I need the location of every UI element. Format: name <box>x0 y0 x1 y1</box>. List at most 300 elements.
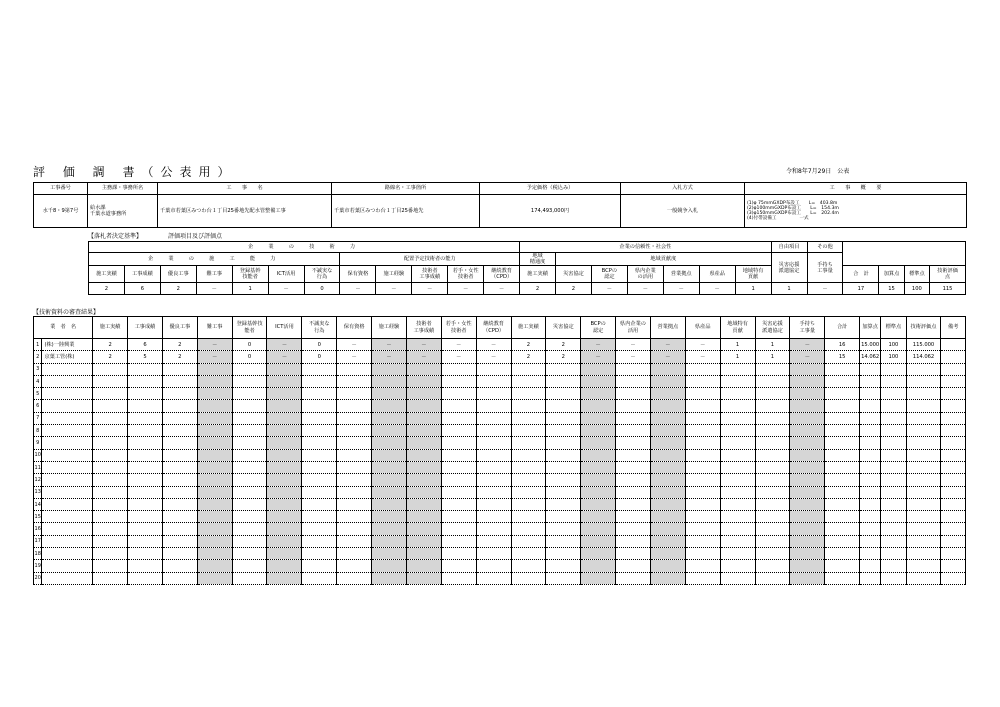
result-cell <box>511 474 546 486</box>
result-cell: 100 <box>881 351 906 363</box>
results-header-item: 営業拠点 <box>650 317 685 339</box>
result-cell <box>302 400 337 412</box>
result-cell: － <box>476 339 511 351</box>
result-cell <box>941 498 966 510</box>
result-cell <box>860 461 881 473</box>
result-cell <box>755 388 790 400</box>
result-cell <box>825 560 860 572</box>
result-cell <box>881 535 906 547</box>
result-cell: － <box>337 351 372 363</box>
result-cell <box>616 375 651 387</box>
result-cell <box>406 523 441 535</box>
result-cell <box>128 437 163 449</box>
result-cell: － <box>406 351 441 363</box>
result-cell <box>581 388 616 400</box>
info-header-4: 予定価格（税込み） <box>480 183 621 195</box>
result-cell <box>546 425 581 437</box>
result-cell <box>337 388 372 400</box>
result-cell <box>372 412 407 424</box>
result-cell <box>906 548 941 560</box>
result-cell <box>790 474 825 486</box>
result-cell <box>476 400 511 412</box>
result-cell: － <box>650 351 685 363</box>
result-cell <box>860 511 881 523</box>
result-cell <box>755 486 790 498</box>
result-cell <box>162 425 197 437</box>
info-header-2: 工 事 名 <box>158 183 332 195</box>
result-cell <box>302 548 337 560</box>
result-cell <box>372 437 407 449</box>
result-cell <box>616 437 651 449</box>
result-cell <box>860 363 881 375</box>
result-cell <box>720 425 755 437</box>
result-cell <box>906 461 941 473</box>
result-cell <box>128 412 163 424</box>
result-cell <box>406 449 441 461</box>
criteria-score: － <box>699 283 735 295</box>
criteria-item: 技術者 工事成績 <box>412 266 448 283</box>
result-cell <box>860 498 881 510</box>
company-name <box>42 449 93 461</box>
result-cell <box>441 425 476 437</box>
table-row <box>34 449 966 461</box>
result-cell <box>906 412 941 424</box>
result-cell <box>337 535 372 547</box>
result-cell <box>860 437 881 449</box>
result-cell <box>302 449 337 461</box>
result-cell <box>616 572 651 584</box>
result-cell <box>337 437 372 449</box>
result-cell <box>128 572 163 584</box>
result-cell <box>720 375 755 387</box>
results-header-item: 県産品 <box>685 317 720 339</box>
table-row <box>34 511 966 523</box>
result-cell <box>267 461 302 473</box>
result-cell <box>406 375 441 387</box>
result-cell <box>941 425 966 437</box>
page-title: 評 価 調 書（公表用） <box>33 165 237 179</box>
criteria-item: 災害協定 <box>556 266 592 283</box>
result-cell <box>825 437 860 449</box>
result-cell <box>337 523 372 535</box>
result-cell: － <box>197 351 232 363</box>
result-cell <box>755 474 790 486</box>
company-name <box>42 474 93 486</box>
result-cell <box>128 535 163 547</box>
result-cell <box>302 560 337 572</box>
result-cell <box>128 375 163 387</box>
result-cell <box>720 523 755 535</box>
result-cell <box>337 486 372 498</box>
result-cell <box>337 363 372 375</box>
result-cell <box>860 523 881 535</box>
result-cell <box>232 535 267 547</box>
row-number: 3 <box>34 363 42 375</box>
result-cell <box>881 412 906 424</box>
result-cell <box>825 572 860 584</box>
result-cell <box>720 363 755 375</box>
result-cell <box>881 375 906 387</box>
row-number: 10 <box>34 449 42 461</box>
result-cell <box>93 412 128 424</box>
result-cell <box>941 339 966 351</box>
results-header-item: 不誠実な 行為 <box>302 317 337 339</box>
results-header-item: 難工事 <box>197 317 232 339</box>
result-cell <box>267 535 302 547</box>
result-cell <box>197 412 232 424</box>
result-cell <box>825 548 860 560</box>
result-cell <box>511 498 546 510</box>
criteria-score: － <box>663 283 699 295</box>
result-cell <box>476 449 511 461</box>
table-row <box>34 351 966 363</box>
result-cell <box>616 449 651 461</box>
result-cell <box>685 461 720 473</box>
group-company: 企 業 の 技 術 力 <box>89 242 520 253</box>
result-cell <box>267 363 302 375</box>
result-cell <box>406 425 441 437</box>
result-cell <box>337 560 372 572</box>
result-cell <box>197 375 232 387</box>
result-cell <box>441 412 476 424</box>
result-cell <box>162 498 197 510</box>
result-cell <box>197 523 232 535</box>
result-cell <box>337 375 372 387</box>
result-cell: 1 <box>755 351 790 363</box>
result-cell <box>650 474 685 486</box>
criteria-item: 登録基幹 技能者 <box>232 266 268 283</box>
result-cell <box>162 437 197 449</box>
criteria-score: 17 <box>843 283 879 295</box>
result-cell <box>941 375 966 387</box>
result-cell <box>825 461 860 473</box>
result-cell <box>93 425 128 437</box>
result-cell: － <box>616 339 651 351</box>
result-cell <box>337 572 372 584</box>
result-cell <box>93 363 128 375</box>
group-other: その他 <box>807 242 843 253</box>
result-cell <box>162 363 197 375</box>
result-cell <box>581 535 616 547</box>
criteria-score: 115 <box>930 283 966 295</box>
result-cell <box>790 437 825 449</box>
company-name <box>42 511 93 523</box>
result-cell <box>755 449 790 461</box>
sub-engineer: 配置予定技術者の能力 <box>340 253 520 266</box>
result-cell <box>93 548 128 560</box>
result-cell <box>825 425 860 437</box>
result-cell <box>406 486 441 498</box>
result-cell: 0 <box>232 339 267 351</box>
result-cell <box>441 363 476 375</box>
table-row <box>34 560 966 572</box>
result-cell <box>881 523 906 535</box>
result-cell: － <box>581 351 616 363</box>
company-name <box>42 548 93 560</box>
result-cell <box>941 474 966 486</box>
result-cell <box>93 449 128 461</box>
group-trust: 企業の信頼性・社会性 <box>520 242 772 253</box>
result-cell <box>825 486 860 498</box>
result-cell: － <box>267 339 302 351</box>
result-cell <box>197 486 232 498</box>
result-cell <box>372 486 407 498</box>
result-cell <box>616 363 651 375</box>
result-cell <box>406 498 441 510</box>
result-cell <box>720 388 755 400</box>
company-name <box>42 437 93 449</box>
result-cell <box>93 511 128 523</box>
criteria-score: － <box>591 283 627 295</box>
result-cell <box>685 363 720 375</box>
result-cell <box>860 535 881 547</box>
result-cell <box>197 535 232 547</box>
result-cell <box>93 535 128 547</box>
result-cell <box>232 560 267 572</box>
result-cell <box>685 425 720 437</box>
result-cell <box>755 511 790 523</box>
company-name <box>42 425 93 437</box>
result-cell <box>162 486 197 498</box>
result-cell <box>906 572 941 584</box>
result-cell <box>860 572 881 584</box>
result-cell <box>616 400 651 412</box>
result-cell <box>941 461 966 473</box>
result-cell <box>232 572 267 584</box>
result-cell <box>685 523 720 535</box>
result-cell <box>720 449 755 461</box>
result-cell <box>441 511 476 523</box>
row-number: 2 <box>34 351 42 363</box>
result-cell <box>511 400 546 412</box>
result-cell <box>267 486 302 498</box>
sub-area: 地域 精通度 <box>520 253 556 266</box>
result-cell <box>162 548 197 560</box>
result-cell <box>511 425 546 437</box>
result-cell <box>616 412 651 424</box>
criteria-score: 15 <box>879 283 904 295</box>
result-cell <box>685 486 720 498</box>
criteria-item: 若手・女性 技術者 <box>448 266 484 283</box>
result-cell: 100 <box>881 339 906 351</box>
result-cell: － <box>267 351 302 363</box>
result-cell <box>581 437 616 449</box>
result-cell <box>93 474 128 486</box>
result-cell: 2 <box>162 339 197 351</box>
result-cell <box>406 474 441 486</box>
results-table <box>33 316 966 585</box>
result-cell <box>616 388 651 400</box>
company-name <box>42 572 93 584</box>
result-cell <box>197 388 232 400</box>
result-cell <box>476 474 511 486</box>
result-cell <box>511 548 546 560</box>
result-cell <box>302 425 337 437</box>
result-cell <box>685 375 720 387</box>
result-cell <box>581 498 616 510</box>
criteria-score: － <box>196 283 232 295</box>
result-cell <box>302 461 337 473</box>
results-header-item: 登録基幹技 能者 <box>232 317 267 339</box>
result-cell: － <box>685 351 720 363</box>
result-cell <box>860 560 881 572</box>
result-cell <box>128 400 163 412</box>
table-row <box>34 388 966 400</box>
result-cell <box>755 400 790 412</box>
result-cell <box>790 400 825 412</box>
table-row <box>34 375 966 387</box>
result-cell <box>128 363 163 375</box>
result-cell <box>720 437 755 449</box>
result-cell <box>128 511 163 523</box>
result-cell <box>546 523 581 535</box>
result-cell <box>616 560 651 572</box>
result-cell <box>720 498 755 510</box>
result-cell <box>232 548 267 560</box>
project-location: 千葉市若葉区みつわ台１丁目25番地先 <box>332 195 480 228</box>
table-row <box>34 523 966 535</box>
criteria-item-free: 災害応援 派遣協定 <box>771 253 807 283</box>
result-cell <box>93 388 128 400</box>
info-header-0: 工事番号 <box>34 183 88 195</box>
result-cell <box>511 560 546 572</box>
result-cell <box>616 486 651 498</box>
criteria-score: 2 <box>89 283 125 295</box>
result-cell <box>685 498 720 510</box>
result-cell <box>476 548 511 560</box>
table-row <box>34 437 966 449</box>
result-cell: 15 <box>825 351 860 363</box>
result-cell <box>581 572 616 584</box>
result-cell <box>372 425 407 437</box>
criteria-item: 施工実績 <box>520 266 556 283</box>
result-cell <box>685 560 720 572</box>
results-section-label: 【技術資料の審査結果】 <box>33 309 100 316</box>
results-header-item: 標準点 <box>881 317 906 339</box>
results-header-item: 若手・女性 技術者 <box>441 317 476 339</box>
result-cell <box>755 461 790 473</box>
result-cell <box>441 486 476 498</box>
results-header-item: 施工実績 <box>93 317 128 339</box>
result-cell <box>860 400 881 412</box>
row-number: 1 <box>34 339 42 351</box>
result-cell <box>267 511 302 523</box>
result-cell <box>302 572 337 584</box>
result-cell <box>128 523 163 535</box>
result-cell <box>232 523 267 535</box>
result-cell: 2 <box>511 339 546 351</box>
result-cell: 2 <box>162 351 197 363</box>
result-cell <box>511 486 546 498</box>
result-cell <box>162 572 197 584</box>
result-cell <box>267 449 302 461</box>
summary-line: (3)φ150mmGXDP布設工 L= 202.4m <box>747 211 839 216</box>
results-header-item: 施工実績 <box>511 317 546 339</box>
publish-date: 令和8年7月29日 公表 <box>786 168 850 175</box>
result-cell <box>720 474 755 486</box>
result-cell <box>162 375 197 387</box>
result-cell <box>616 474 651 486</box>
result-cell <box>476 412 511 424</box>
result-cell: － <box>790 339 825 351</box>
result-cell <box>337 425 372 437</box>
table-row <box>34 425 966 437</box>
criteria-score: 6 <box>124 283 160 295</box>
result-cell <box>650 572 685 584</box>
result-cell <box>372 572 407 584</box>
row-number: 16 <box>34 523 42 535</box>
result-cell <box>581 449 616 461</box>
result-cell <box>941 351 966 363</box>
result-cell <box>337 449 372 461</box>
criteria-score: － <box>448 283 484 295</box>
result-cell <box>93 400 128 412</box>
result-cell: － <box>581 339 616 351</box>
result-cell <box>267 412 302 424</box>
result-cell <box>860 474 881 486</box>
company-name: (株)一陸興業 <box>42 339 93 351</box>
result-cell: － <box>406 339 441 351</box>
result-cell <box>881 486 906 498</box>
result-cell <box>93 461 128 473</box>
result-cell <box>302 437 337 449</box>
results-header-item: 施工経験 <box>372 317 407 339</box>
result-cell <box>511 523 546 535</box>
result-cell <box>93 486 128 498</box>
result-cell <box>406 548 441 560</box>
results-header-item: 災害応援 派遣協定 <box>755 317 790 339</box>
result-cell <box>406 400 441 412</box>
result-cell <box>476 425 511 437</box>
row-number: 12 <box>34 474 42 486</box>
result-cell <box>511 412 546 424</box>
criteria-score: － <box>484 283 520 295</box>
result-cell <box>790 548 825 560</box>
result-cell <box>906 486 941 498</box>
result-cell <box>267 437 302 449</box>
result-cell <box>476 363 511 375</box>
result-cell <box>546 486 581 498</box>
result-cell <box>546 511 581 523</box>
result-cell: 0 <box>232 351 267 363</box>
result-cell <box>128 498 163 510</box>
result-cell <box>232 474 267 486</box>
result-cell <box>650 425 685 437</box>
company-name <box>42 412 93 424</box>
result-cell <box>825 400 860 412</box>
result-cell: － <box>685 339 720 351</box>
result-cell <box>197 474 232 486</box>
result-cell <box>720 511 755 523</box>
result-cell <box>406 363 441 375</box>
project-info-table <box>33 182 967 228</box>
result-cell: － <box>337 339 372 351</box>
result-cell <box>232 425 267 437</box>
result-cell <box>197 400 232 412</box>
project-number: 水千8・9第7号 <box>34 195 88 228</box>
criteria-item: 難工事 <box>196 266 232 283</box>
project-method: 一般競争入札 <box>621 195 745 228</box>
result-cell <box>581 474 616 486</box>
table-row <box>34 572 966 584</box>
result-cell <box>476 523 511 535</box>
row-number: 5 <box>34 388 42 400</box>
result-cell <box>406 412 441 424</box>
criteria-item: 県内企業 の活用 <box>627 266 663 283</box>
result-cell <box>941 572 966 584</box>
result-cell <box>267 388 302 400</box>
result-cell <box>546 474 581 486</box>
